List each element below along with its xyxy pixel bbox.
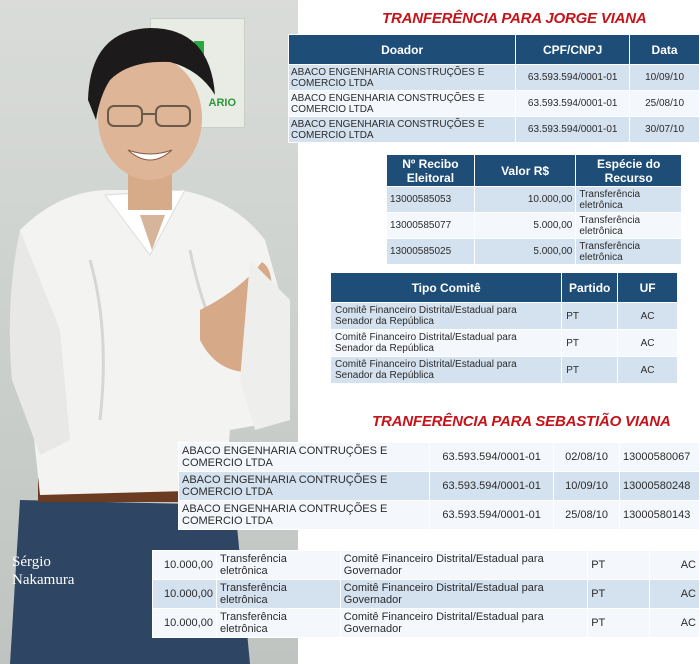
table-row xyxy=(179,501,700,530)
cell-valor: 10.000,00 xyxy=(153,609,217,638)
donor-table-jorge xyxy=(288,34,700,143)
header-tipo-comite: Tipo Comitê xyxy=(331,273,562,303)
cell-partido: PT xyxy=(588,609,650,638)
photo-credit xyxy=(12,553,74,589)
cell-especie: Transferência eletrônica xyxy=(576,213,682,239)
cell-data: 30/07/10 xyxy=(630,117,700,143)
donor-table-sebastiao xyxy=(178,442,700,530)
cell-especie: Transferência eletrônica xyxy=(216,551,340,580)
cell-partido: PT xyxy=(562,357,618,384)
cell-data: 10/09/10 xyxy=(554,472,620,501)
cell-tipo-comite: Comitê Financeiro Distrital/Estadual para Senador da República xyxy=(331,330,562,357)
header-doador: Doador xyxy=(289,35,516,65)
header-especie: Espécie do Recurso xyxy=(576,155,682,187)
cell-recibo: 13000585025 xyxy=(387,239,475,265)
cell-cnpj: 63.593.594/0001-01 xyxy=(516,65,630,91)
cell-data: 25/08/10 xyxy=(630,91,700,117)
cell-uf: AC xyxy=(650,551,700,580)
cell-doador: ABACO ENGENHARIA CONTRUÇÕES E COMERCIO LTDA xyxy=(179,443,430,472)
cell-recibo: 13000580143 xyxy=(620,501,700,530)
photo-credit-line2: Nakamura xyxy=(12,572,75,588)
cell-uf: AC xyxy=(618,357,678,384)
cell-tipo-comite: Comitê Financeiro Distrital/Estadual para Governador xyxy=(340,609,587,638)
cell-valor: 10.000,00 xyxy=(153,551,217,580)
header-valor: Valor R$ xyxy=(474,155,576,187)
table-row xyxy=(387,213,682,239)
table-row xyxy=(153,551,700,580)
section2-title: TRANFERÊNCIA PARA SEBASTIÃO VIANA xyxy=(372,413,671,430)
cell-cnpj: 63.593.594/0001-01 xyxy=(516,91,630,117)
cell-tipo-comite: Comitê Financeiro Distrital/Estadual para Governador xyxy=(340,551,587,580)
cell-especie: Transferência eletrônica xyxy=(216,580,340,609)
cell-partido: PT xyxy=(588,580,650,609)
table-row xyxy=(331,303,678,330)
cell-data: 10/09/10 xyxy=(630,65,700,91)
cell-uf: AC xyxy=(650,609,700,638)
table-row xyxy=(179,443,700,472)
cell-tipo-comite: Comitê Financeiro Distrital/Estadual para Senador da República xyxy=(331,357,562,384)
table-row xyxy=(331,357,678,384)
header-partido: Partido xyxy=(562,273,618,303)
cell-uf: AC xyxy=(650,580,700,609)
table-row xyxy=(331,330,678,357)
cell-cnpj: 63.593.594/0001-01 xyxy=(516,117,630,143)
cell-partido: PT xyxy=(588,551,650,580)
committee-table-jorge xyxy=(330,272,678,384)
section1-title: TRANFERÊNCIA PARA JORGE VIANA xyxy=(382,10,647,27)
cell-partido: PT xyxy=(562,330,618,357)
cell-especie: Transferência eletrônica xyxy=(216,609,340,638)
cell-uf: AC xyxy=(618,303,678,330)
cell-doador: ABACO ENGENHARIA CONSTRUÇÕES E COMERCIO LTDA xyxy=(289,91,516,117)
cell-doador: ABACO ENGENHARIA CONSTRUÇÕES E COMERCIO LTDA xyxy=(289,65,516,91)
table-row xyxy=(153,580,700,609)
header-uf: UF xyxy=(618,273,678,303)
cell-doador: ABACO ENGENHARIA CONTRUÇÕES E COMERCIO LTDA xyxy=(179,501,430,530)
cell-recibo: 13000580248 xyxy=(620,472,700,501)
cell-doador: ABACO ENGENHARIA CONSTRUÇÕES E COMERCIO LTDA xyxy=(289,117,516,143)
cell-especie: Transferência eletrônica xyxy=(576,239,682,265)
table-row xyxy=(387,239,682,265)
cell-recibo: 13000580067 xyxy=(620,443,700,472)
cell-cnpj: 63.593.594/0001-01 xyxy=(430,472,554,501)
cell-valor: 5.000,00 xyxy=(474,213,576,239)
sign-text: ARIO xyxy=(208,97,236,109)
table-row xyxy=(179,472,700,501)
cell-recibo: 13000585053 xyxy=(387,187,475,213)
cell-cnpj: 63.593.594/0001-01 xyxy=(430,443,554,472)
cell-cnpj: 63.593.594/0001-01 xyxy=(430,501,554,530)
cell-data: 02/08/10 xyxy=(554,443,620,472)
table-row xyxy=(289,117,700,143)
cell-recibo: 13000585077 xyxy=(387,213,475,239)
photo-credit-line1: Sérgio xyxy=(12,554,51,570)
cell-valor: 5.000,00 xyxy=(474,239,576,265)
cell-valor: 10.000,00 xyxy=(153,580,217,609)
header-data: Data xyxy=(630,35,700,65)
table-row xyxy=(289,65,700,91)
cell-especie: Transferência eletrônica xyxy=(576,187,682,213)
cell-tipo-comite: Comitê Financeiro Distrital/Estadual para Governador xyxy=(340,580,587,609)
cell-valor: 10.000,00 xyxy=(474,187,576,213)
committee-table-sebastiao xyxy=(152,550,700,638)
cell-doador: ABACO ENGENHARIA CONTRUÇÕES E COMERCIO LTDA xyxy=(179,472,430,501)
cell-uf: AC xyxy=(618,330,678,357)
cell-data: 25/08/10 xyxy=(554,501,620,530)
header-recibo: Nº Recibo Eleitoral xyxy=(387,155,475,187)
cell-partido: PT xyxy=(562,303,618,330)
table-row xyxy=(289,91,700,117)
table-row xyxy=(153,609,700,638)
cell-tipo-comite: Comitê Financeiro Distrital/Estadual para Senador da República xyxy=(331,303,562,330)
table-row xyxy=(387,187,682,213)
receipt-table-jorge xyxy=(386,154,682,265)
header-cpf-cnpj: CPF/CNPJ xyxy=(516,35,630,65)
